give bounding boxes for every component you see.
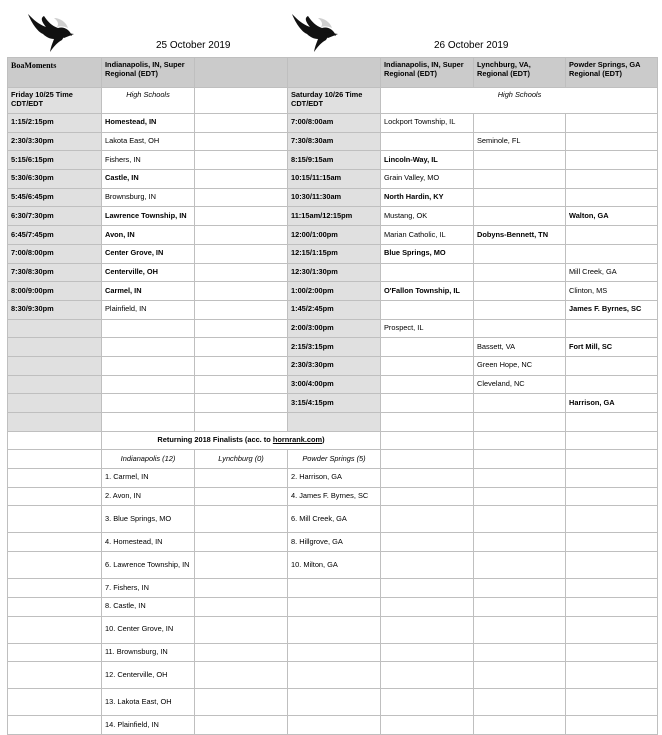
empty-cell	[195, 207, 288, 226]
empty-cell	[474, 450, 566, 469]
saturday-time: 12:15/1:15pm	[288, 244, 381, 263]
empty-cell	[566, 132, 658, 151]
empty-cell	[381, 263, 474, 282]
finalists-row	[8, 662, 658, 689]
saturday-time: 2:00/3:00pm	[288, 319, 381, 338]
empty-cell	[288, 716, 381, 735]
empty-cell	[8, 375, 102, 394]
empty-cell	[8, 469, 102, 488]
empty-cell	[381, 552, 474, 579]
friday-school: Castle, IN	[102, 170, 195, 189]
friday-time: 8:00/9:00pm	[8, 282, 102, 301]
empty-cell	[8, 431, 102, 450]
empty-cell	[474, 394, 566, 413]
friday-time: 5:45/6:45pm	[8, 188, 102, 207]
empty-cell	[102, 338, 195, 357]
finalist-indy: 2. Avon, IN	[102, 487, 195, 506]
finalists-row	[8, 643, 658, 662]
empty-cell	[195, 487, 288, 506]
saturday-time-label: Saturday 10/26 Time CDT/EDT	[288, 88, 381, 114]
empty-cell	[381, 132, 474, 151]
saturday-powder-springs-school: Clinton, MS	[566, 282, 658, 301]
empty-cell	[8, 579, 102, 598]
empty-cell	[566, 170, 658, 189]
saturday-time: 1:45/2:45pm	[288, 300, 381, 319]
finalists-row	[8, 579, 658, 598]
saturday-time: 12:30/1:30pm	[288, 263, 381, 282]
empty-cell	[566, 597, 658, 616]
empty-cell	[566, 413, 658, 432]
empty-cell	[8, 689, 102, 716]
table-row	[8, 375, 658, 394]
empty-cell	[381, 716, 474, 735]
empty-cell	[566, 319, 658, 338]
empty-cell	[288, 662, 381, 689]
saturday-time: 3:15/4:15pm	[288, 394, 381, 413]
saturday-time: 8:15/9:15am	[288, 151, 381, 170]
friday-school: Homestead, IN	[102, 114, 195, 133]
finalist-powder-springs: 2. Harrison, GA	[288, 469, 381, 488]
empty-cell	[195, 616, 288, 643]
saturday-indy-school: Marian Catholic, IL	[381, 226, 474, 245]
empty-cell	[8, 394, 102, 413]
empty-cell	[566, 356, 658, 375]
empty-cell	[195, 319, 288, 338]
empty-cell	[8, 506, 102, 533]
empty-cell	[195, 170, 288, 189]
empty-cell	[381, 375, 474, 394]
table-row	[8, 132, 658, 151]
empty-cell	[381, 413, 474, 432]
table-row	[8, 300, 658, 319]
saturday-indy-school: Lincoln-Way, IL	[381, 151, 474, 170]
bird-logo-icon	[24, 12, 76, 56]
empty-cell	[566, 533, 658, 552]
empty-cell	[8, 487, 102, 506]
empty-cell	[195, 533, 288, 552]
empty-cell	[381, 300, 474, 319]
high-schools-left: High Schools	[102, 88, 195, 114]
empty-cell	[195, 282, 288, 301]
empty-cell	[474, 170, 566, 189]
saturday-indy-school: Mustang, OK	[381, 207, 474, 226]
table-row	[8, 394, 658, 413]
brand-label: BoaMoments	[8, 58, 102, 88]
friday-school: Carmel, IN	[102, 282, 195, 301]
empty-cell	[566, 226, 658, 245]
empty-cell	[566, 431, 658, 450]
empty-cell	[566, 616, 658, 643]
saturday-powder-springs-school: Walton, GA	[566, 207, 658, 226]
bird-logo-icon	[288, 12, 340, 56]
finalist-indy: 12. Centerville, OH	[102, 662, 195, 689]
empty-cell	[195, 662, 288, 689]
date-left: 25 October 2019	[156, 40, 231, 51]
friday-time: 2:30/3:30pm	[8, 132, 102, 151]
empty-cell	[8, 413, 102, 432]
table-row	[8, 207, 658, 226]
empty-cell	[195, 394, 288, 413]
finalist-powder-springs: 8. Hillgrove, GA	[288, 533, 381, 552]
finalists-header-row	[8, 450, 658, 469]
empty-cell	[381, 469, 474, 488]
table-row	[8, 151, 658, 170]
empty-cell	[381, 643, 474, 662]
empty-cell	[195, 552, 288, 579]
empty-cell	[102, 413, 195, 432]
empty-cell	[566, 244, 658, 263]
saturday-powder-springs-school: Fort Mill, SC	[566, 338, 658, 357]
empty-cell	[474, 319, 566, 338]
finalists-row	[8, 616, 658, 643]
saturday-lynchburg-school: Cleveland, NC	[474, 375, 566, 394]
friday-school: Avon, IN	[102, 226, 195, 245]
empty-cell	[566, 188, 658, 207]
saturday-time: 12:00/1:00pm	[288, 226, 381, 245]
finalists-row	[8, 506, 658, 533]
empty-cell	[566, 469, 658, 488]
empty-cell	[195, 226, 288, 245]
finalists-lynchburg-header: Lynchburg (0)	[195, 450, 288, 469]
empty-cell	[566, 689, 658, 716]
empty-cell	[474, 506, 566, 533]
finalists-row	[8, 552, 658, 579]
empty-cell	[8, 597, 102, 616]
finalists-powder-springs-header: Powder Springs (5)	[288, 450, 381, 469]
empty-cell	[8, 552, 102, 579]
empty-cell	[474, 151, 566, 170]
empty-cell	[474, 597, 566, 616]
friday-time: 7:00/8:00pm	[8, 244, 102, 263]
empty-cell	[474, 643, 566, 662]
friday-time: 7:30/8:30pm	[8, 263, 102, 282]
friday-school: Lakota East, OH	[102, 132, 195, 151]
empty-cell	[381, 431, 474, 450]
empty-cell	[381, 394, 474, 413]
finalist-indy: 10. Center Grove, IN	[102, 616, 195, 643]
empty-cell	[195, 263, 288, 282]
empty-cell	[195, 356, 288, 375]
finalists-indy-header: Indianapolis (12)	[102, 450, 195, 469]
empty-cell	[474, 552, 566, 579]
empty-cell	[474, 282, 566, 301]
table-row	[8, 338, 658, 357]
table-row	[8, 356, 658, 375]
friday-school: Brownsburg, IN	[102, 188, 195, 207]
finalist-indy: 11. Brownsburg, IN	[102, 643, 195, 662]
saturday-indy-school: Grain Valley, MO	[381, 170, 474, 189]
indy-header-right: Indianapolis, IN, Super Regional (EDT)	[381, 58, 474, 88]
empty-cell	[381, 506, 474, 533]
empty-cell	[381, 662, 474, 689]
empty-cell	[195, 244, 288, 263]
empty-cell	[8, 662, 102, 689]
friday-time-label: Friday 10/25 Time CDT/EDT	[8, 88, 102, 114]
finalists-row	[8, 469, 658, 488]
empty-cell	[381, 597, 474, 616]
high-schools-right: High Schools	[474, 88, 566, 114]
empty-cell	[195, 375, 288, 394]
empty-cell	[195, 300, 288, 319]
empty-cell	[8, 356, 102, 375]
finalists-title	[102, 431, 381, 450]
table-row	[8, 188, 658, 207]
empty-cell	[381, 533, 474, 552]
finalists-title-row	[8, 431, 658, 450]
empty-cell	[288, 579, 381, 598]
empty-cell	[474, 114, 566, 133]
empty-cell	[381, 689, 474, 716]
empty-cell	[381, 356, 474, 375]
finalists-title-prefix: Returning 2018 Finalists (acc. to	[157, 435, 273, 445]
empty-cell	[195, 597, 288, 616]
finalist-indy: 8. Castle, IN	[102, 597, 195, 616]
empty-cell	[195, 338, 288, 357]
empty-cell	[381, 338, 474, 357]
empty-cell	[474, 689, 566, 716]
header-row	[8, 58, 658, 88]
empty-cell	[195, 151, 288, 170]
empty-cell	[474, 188, 566, 207]
saturday-indy-school: O'Fallon Township, IL	[381, 282, 474, 301]
empty-cell	[566, 151, 658, 170]
empty-cell	[566, 450, 658, 469]
empty-cell	[8, 616, 102, 643]
saturday-time: 11:15am/12:15pm	[288, 207, 381, 226]
friday-school: Centerville, OH	[102, 263, 195, 282]
table-row	[8, 413, 658, 432]
indy-header-left: Indianapolis, IN, Super Regional (EDT)	[102, 58, 195, 88]
finalist-indy: 4. Homestead, IN	[102, 533, 195, 552]
saturday-time: 1:00/2:00pm	[288, 282, 381, 301]
finalists-row	[8, 533, 658, 552]
finalists-title-suffix: )	[322, 435, 325, 445]
saturday-indy-school: Lockport Township, IL	[381, 114, 474, 133]
finalists-row	[8, 597, 658, 616]
empty-cell	[474, 487, 566, 506]
saturday-lynchburg-school: Dobyns-Bennett, TN	[474, 226, 566, 245]
finalist-indy: 14. Plainfield, IN	[102, 716, 195, 735]
empty-cell	[8, 338, 102, 357]
table-row	[8, 170, 658, 189]
empty-cell	[566, 662, 658, 689]
table-row	[8, 319, 658, 338]
friday-time: 1:15/2:15pm	[8, 114, 102, 133]
empty-cell	[8, 319, 102, 338]
empty-cell	[474, 263, 566, 282]
saturday-lynchburg-school: Green Hope, NC	[474, 356, 566, 375]
friday-time: 5:15/6:15pm	[8, 151, 102, 170]
finalists-row	[8, 716, 658, 735]
subheader-row	[8, 88, 658, 114]
empty-cell	[381, 487, 474, 506]
empty-cell	[8, 533, 102, 552]
friday-time: 5:30/6:30pm	[8, 170, 102, 189]
table-row	[8, 263, 658, 282]
empty-cell	[288, 643, 381, 662]
finalist-powder-springs: 4. James F. Byrnes, SC	[288, 487, 381, 506]
finalist-indy: 13. Lakota East, OH	[102, 689, 195, 716]
finalist-indy: 3. Blue Springs, MO	[102, 506, 195, 533]
empty-cell	[102, 356, 195, 375]
empty-cell	[474, 662, 566, 689]
empty-cell	[288, 597, 381, 616]
finalists-row	[8, 487, 658, 506]
empty-cell	[474, 300, 566, 319]
empty-cell	[195, 579, 288, 598]
schedule-table	[7, 57, 658, 735]
empty-cell	[474, 244, 566, 263]
empty-cell	[195, 132, 288, 151]
empty-cell	[566, 506, 658, 533]
friday-time: 6:30/7:30pm	[8, 207, 102, 226]
empty-cell	[195, 506, 288, 533]
saturday-indy-school: Prospect, IL	[381, 319, 474, 338]
saturday-lynchburg-school: Seminole, FL	[474, 132, 566, 151]
empty-cell	[288, 616, 381, 643]
saturday-time: 2:30/3:30pm	[288, 356, 381, 375]
empty-cell	[474, 413, 566, 432]
empty-cell	[102, 319, 195, 338]
empty-cell	[566, 643, 658, 662]
empty-cell	[474, 533, 566, 552]
table-row	[8, 244, 658, 263]
empty-cell	[195, 188, 288, 207]
finalist-indy: 6. Lawrence Township, IN	[102, 552, 195, 579]
empty-cell	[474, 469, 566, 488]
table-row	[8, 114, 658, 133]
empty-cell	[195, 114, 288, 133]
saturday-indy-school: Blue Springs, MO	[381, 244, 474, 263]
empty-cell	[566, 375, 658, 394]
empty-cell	[566, 716, 658, 735]
empty-cell	[288, 413, 381, 432]
friday-school: Lawrence Township, IN	[102, 207, 195, 226]
finalists-row	[8, 689, 658, 716]
empty-cell	[566, 579, 658, 598]
empty-cell	[474, 207, 566, 226]
table-row	[8, 282, 658, 301]
empty-cell	[195, 643, 288, 662]
empty-cell	[195, 716, 288, 735]
empty-cell	[474, 431, 566, 450]
empty-cell	[474, 616, 566, 643]
finalist-powder-springs: 10. Milton, GA	[288, 552, 381, 579]
empty-cell	[566, 552, 658, 579]
empty-cell	[102, 394, 195, 413]
friday-school: Center Grove, IN	[102, 244, 195, 263]
saturday-time: 2:15/3:15pm	[288, 338, 381, 357]
empty-cell	[566, 487, 658, 506]
saturday-powder-springs-school: James F. Byrnes, SC	[566, 300, 658, 319]
empty-cell	[8, 450, 102, 469]
empty-cell	[381, 616, 474, 643]
empty-cell	[381, 450, 474, 469]
empty-cell	[8, 716, 102, 735]
empty-cell	[195, 689, 288, 716]
saturday-powder-springs-school: Harrison, GA	[566, 394, 658, 413]
saturday-time: 7:30/8:30am	[288, 132, 381, 151]
saturday-indy-school: North Hardin, KY	[381, 188, 474, 207]
saturday-time: 7:00/8:00am	[288, 114, 381, 133]
finalists-source-link[interactable]: hornrank.com	[272, 435, 323, 445]
saturday-time: 10:15/11:15am	[288, 170, 381, 189]
saturday-time: 10:30/11:30am	[288, 188, 381, 207]
empty-cell	[474, 716, 566, 735]
powder-springs-header: Powder Springs, GA Regional (EDT)	[566, 58, 658, 88]
empty-cell	[195, 469, 288, 488]
saturday-powder-springs-school: Mill Creek, GA	[566, 263, 658, 282]
empty-cell	[566, 114, 658, 133]
empty-cell	[288, 689, 381, 716]
friday-time: 8:30/9:30pm	[8, 300, 102, 319]
friday-school: Plainfield, IN	[102, 300, 195, 319]
finalist-powder-springs: 6. Mill Creek, GA	[288, 506, 381, 533]
empty-cell	[381, 579, 474, 598]
empty-cell	[195, 413, 288, 432]
friday-time: 6:45/7:45pm	[8, 226, 102, 245]
finalist-indy: 7. Fishers, IN	[102, 579, 195, 598]
empty-cell	[102, 375, 195, 394]
finalist-indy: 1. Carmel, IN	[102, 469, 195, 488]
empty-cell	[8, 643, 102, 662]
date-right: 26 October 2019	[434, 40, 509, 51]
saturday-time: 3:00/4:00pm	[288, 375, 381, 394]
friday-school: Fishers, IN	[102, 151, 195, 170]
table-row	[8, 226, 658, 245]
empty-cell	[474, 579, 566, 598]
saturday-lynchburg-school: Bassett, VA	[474, 338, 566, 357]
lynchburg-header: Lynchburg, VA, Regional (EDT)	[474, 58, 566, 88]
